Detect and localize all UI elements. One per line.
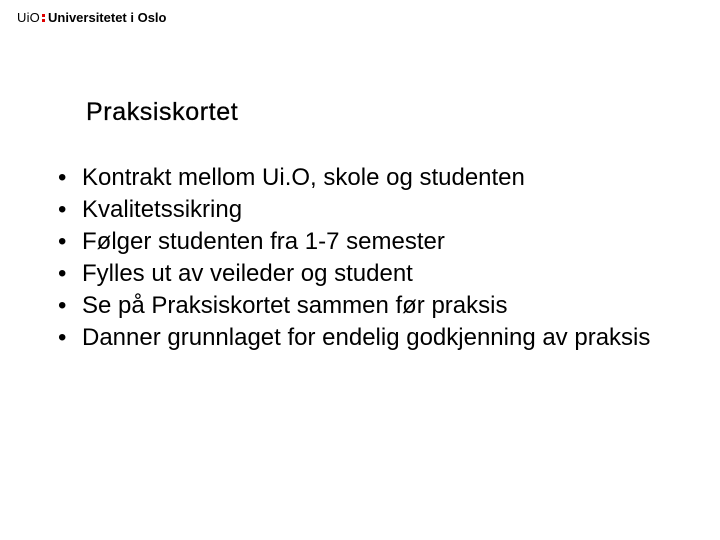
bullet-icon: •	[58, 164, 67, 191]
uio-logo	[17, 10, 166, 26]
logo-dots-icon	[42, 13, 45, 23]
bullet-item	[58, 194, 688, 226]
bullet-text: Danner grunnlaget for endelig godkjenning av praksis	[82, 324, 651, 351]
bullet-text: Fylles ut av veileder og student	[82, 260, 413, 287]
bullet-item	[58, 258, 688, 290]
bullet-icon: •	[58, 292, 67, 319]
bullet-text: Kontrakt mellom Ui.O, skole og studenten	[82, 164, 525, 191]
logo-short: UiO	[17, 10, 40, 25]
bullet-icon: •	[58, 196, 67, 223]
bullet-text: Følger studenten fra 1-7 semester	[82, 228, 445, 255]
bullet-item	[58, 226, 688, 258]
bullet-icon: •	[58, 228, 67, 255]
bullet-list	[58, 162, 688, 354]
bullet-icon: •	[58, 260, 67, 287]
bullet-icon: •	[58, 324, 67, 351]
logo-name: Universitetet i Oslo	[48, 10, 167, 25]
slide-title: Praksiskortet	[86, 98, 239, 126]
bullet-item	[58, 322, 688, 354]
bullet-item	[58, 290, 688, 322]
bullet-item	[58, 162, 688, 194]
bullet-text: Kvalitetssikring	[82, 196, 243, 223]
bullet-text: Se på Praksiskortet sammen før praksis	[82, 292, 508, 319]
